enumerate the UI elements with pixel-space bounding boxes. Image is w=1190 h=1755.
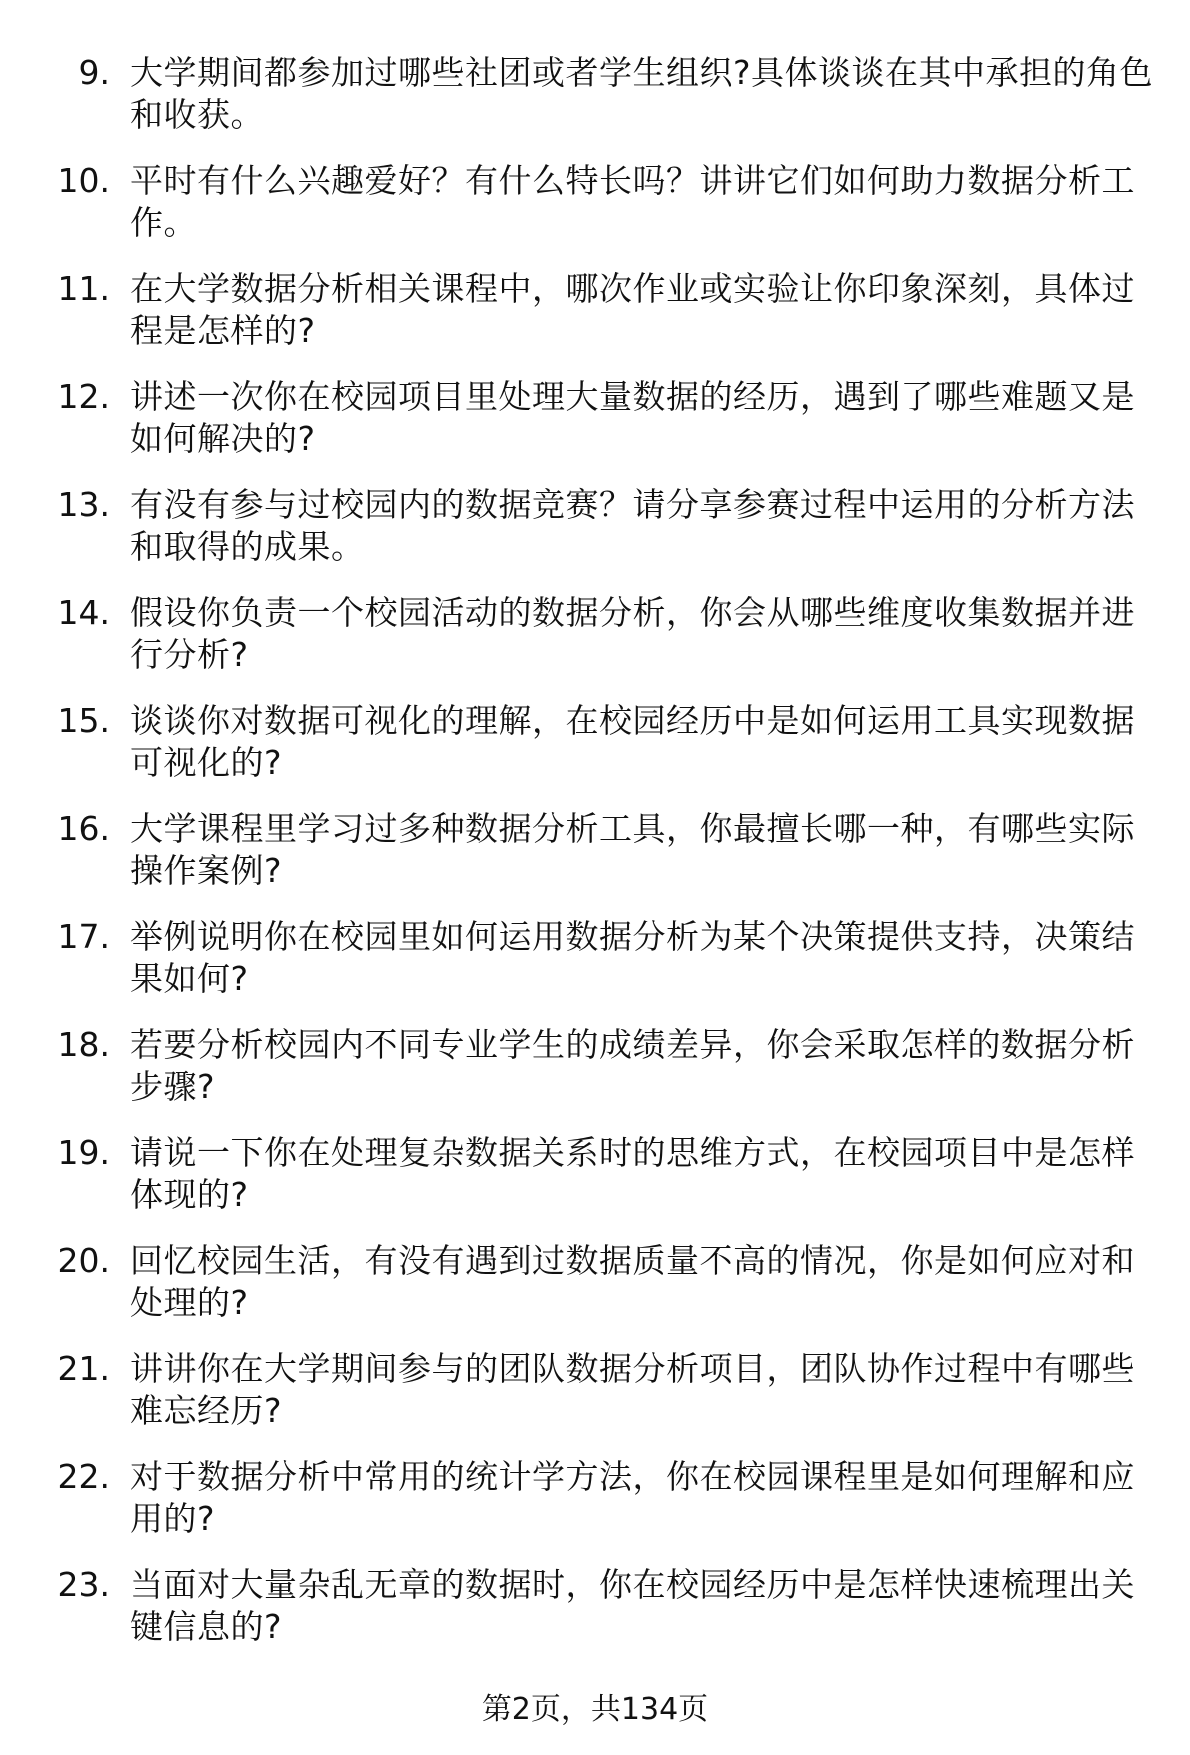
question-item <box>0 916 1190 1024</box>
question-item <box>0 1024 1190 1132</box>
question-item <box>0 808 1190 916</box>
question-number: 23. <box>57 1565 110 1604</box>
question-item <box>0 376 1190 484</box>
question-item <box>0 52 1190 160</box>
question-number: 18. <box>57 1025 110 1064</box>
question-text: 谈谈你对数据可视化的理解，在校园经历中是如何运用工具实现数据可视化的? <box>130 701 1135 782</box>
question-number: 11. <box>57 269 110 308</box>
question-number: 12. <box>57 377 110 416</box>
question-text: 平时有什么兴趣爱好？有什么特长吗？讲讲它们如何助力数据分析工作。 <box>130 161 1135 242</box>
question-number: 21. <box>57 1349 110 1388</box>
question-text: 讲讲你在大学期间参与的团队数据分析项目，团队协作过程中有哪些难忘经历? <box>130 1349 1135 1430</box>
question-text: 举例说明你在校园里如何运用数据分析为某个决策提供支持，决策结果如何? <box>130 917 1135 998</box>
question-list <box>0 52 1190 1672</box>
question-text: 请说一下你在处理复杂数据关系时的思维方式，在校园项目中是怎样体现的? <box>130 1133 1135 1214</box>
question-item <box>0 1348 1190 1456</box>
page-footer: 第2页，共134页 <box>481 1692 709 1727</box>
question-number: 20. <box>57 1241 110 1280</box>
question-item <box>0 592 1190 700</box>
question-item <box>0 160 1190 268</box>
question-text: 大学期间都参加过哪些社团或者学生组织?具体谈谈在其中承担的角色和收获。 <box>130 53 1154 134</box>
question-item <box>0 1132 1190 1240</box>
question-item <box>0 1564 1190 1672</box>
question-item <box>0 268 1190 376</box>
question-text: 当面对大量杂乱无章的数据时，你在校园经历中是怎样快速梳理出关键信息的? <box>130 1565 1135 1646</box>
question-number: 19. <box>57 1133 110 1172</box>
question-number: 16. <box>57 809 110 848</box>
question-number: 15. <box>57 701 110 740</box>
question-text: 有没有参与过校园内的数据竞赛？请分享参赛过程中运用的分析方法和取得的成果。 <box>130 485 1135 566</box>
question-item <box>0 700 1190 808</box>
question-number: 13. <box>57 485 110 524</box>
question-item <box>0 1456 1190 1564</box>
question-number: 10. <box>57 161 110 200</box>
question-text: 假设你负责一个校园活动的数据分析，你会从哪些维度收集数据并进行分析? <box>130 593 1135 674</box>
question-item <box>0 484 1190 592</box>
question-text: 回忆校园生活，有没有遇到过数据质量不高的情况，你是如何应对和处理的? <box>130 1241 1135 1322</box>
question-number: 17. <box>57 917 110 956</box>
question-text: 在大学数据分析相关课程中，哪次作业或实验让你印象深刻，具体过程是怎样的? <box>130 269 1135 350</box>
question-number: 14. <box>57 593 110 632</box>
question-text: 讲述一次你在校园项目里处理大量数据的经历，遇到了哪些难题又是如何解决的? <box>130 377 1135 458</box>
question-item <box>0 1240 1190 1348</box>
question-number: 9. <box>78 53 110 92</box>
question-text: 对于数据分析中常用的统计学方法，你在校园课程里是如何理解和应用的? <box>130 1457 1135 1538</box>
question-number: 22. <box>57 1457 110 1496</box>
question-text: 若要分析校园内不同专业学生的成绩差异，你会采取怎样的数据分析步骤? <box>130 1025 1135 1106</box>
question-text: 大学课程里学习过多种数据分析工具，你最擅长哪一种，有哪些实际操作案例? <box>130 809 1135 890</box>
